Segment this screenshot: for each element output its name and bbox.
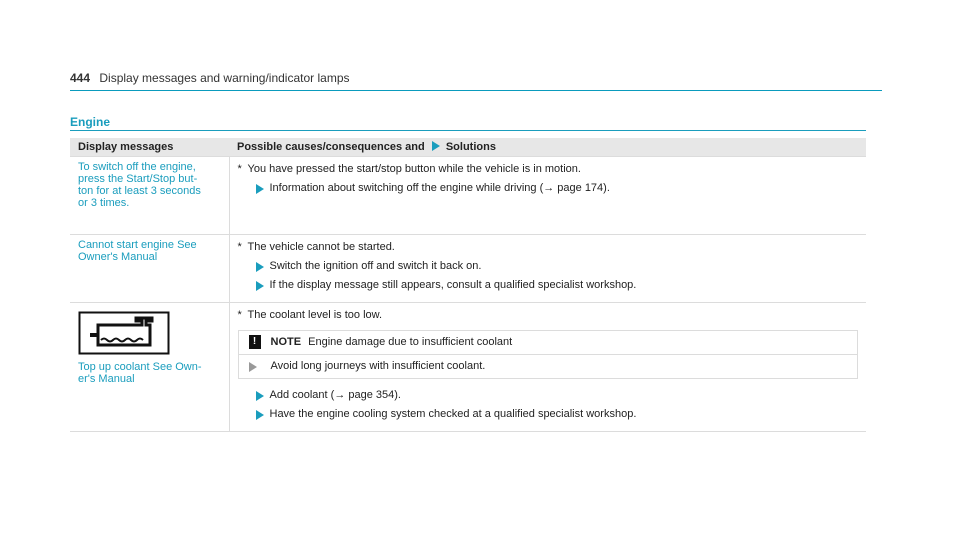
section-divider (70, 130, 866, 131)
solution-text: Switch the ignition off and switch it back on. (269, 260, 482, 272)
display-message-text: To switch off the engine, press the Start/Stop but- ton for at least 3 seconds or 3 times. (78, 161, 201, 209)
display-message-text: Cannot start engine See Owner's Manual (78, 239, 197, 263)
solution-line (238, 389, 859, 402)
col-header-solutions-prefix: Possible causes/consequences and (237, 141, 425, 153)
note-header (239, 331, 858, 355)
header-divider (70, 90, 882, 91)
page-number: 444 (70, 71, 91, 85)
message-cell (70, 235, 229, 303)
col-header-messages: Display messages (70, 138, 229, 157)
solution-text: Information about switching off the engine while driving (→ page 174). (269, 182, 610, 194)
solution-cell (229, 235, 866, 303)
solution-text: If the display message still appears, consult a qualified specialist workshop. (269, 279, 637, 291)
note-arrow-icon (249, 362, 257, 372)
display-message-text: Top up coolant See Own- er's Manual (78, 361, 202, 385)
solution-cell (229, 157, 866, 235)
solution-arrow-icon (256, 391, 264, 401)
solution-text: Add coolant (→ page 354). (269, 389, 401, 401)
table-row (70, 235, 866, 303)
note-text: Engine damage due to insufficient coolant (308, 336, 513, 348)
solution-arrow-icon (256, 410, 264, 420)
coolant-level-icon (78, 311, 170, 355)
note-label: NOTE (270, 336, 302, 348)
message-cell (70, 157, 229, 235)
solution-arrow-icon (432, 141, 440, 151)
cause-line (238, 309, 859, 322)
solution-line (238, 182, 859, 195)
note-action-text: Avoid long journeys with insufficient coolant. (270, 360, 486, 372)
page-header (70, 71, 882, 85)
table-row (70, 303, 866, 432)
note-box (238, 330, 859, 379)
warning-icon: ! (249, 335, 261, 349)
bullet-asterisk: * (237, 163, 242, 175)
page-header-title: Display messages and warning/indicator lamps (99, 71, 350, 85)
bullet-asterisk: * (237, 241, 242, 253)
note-body (239, 355, 858, 378)
solution-line (238, 260, 859, 273)
solution-arrow-icon (256, 262, 264, 272)
display-messages-table (70, 138, 866, 432)
cause-line (238, 241, 859, 254)
solution-arrow-icon (256, 184, 264, 194)
cause-line (238, 163, 859, 176)
cause-text: You have pressed the start/stop button while the vehicle is in motion. (247, 163, 581, 175)
solution-arrow-icon (256, 281, 264, 291)
cause-text: The vehicle cannot be started. (247, 241, 395, 253)
col-header-solutions (229, 138, 866, 157)
solution-line (238, 279, 859, 292)
col-header-solutions-suffix: Solutions (445, 141, 496, 153)
solution-line (238, 408, 859, 421)
table-row (70, 157, 866, 235)
cause-text: The coolant level is too low. (247, 309, 383, 321)
message-cell (70, 303, 229, 432)
solution-cell (229, 303, 866, 432)
table-header-row (70, 138, 866, 157)
solution-text: Have the engine cooling system checked at a qualified specialist workshop. (269, 408, 637, 420)
bullet-asterisk: * (237, 309, 242, 321)
section-title: Engine (70, 115, 111, 129)
